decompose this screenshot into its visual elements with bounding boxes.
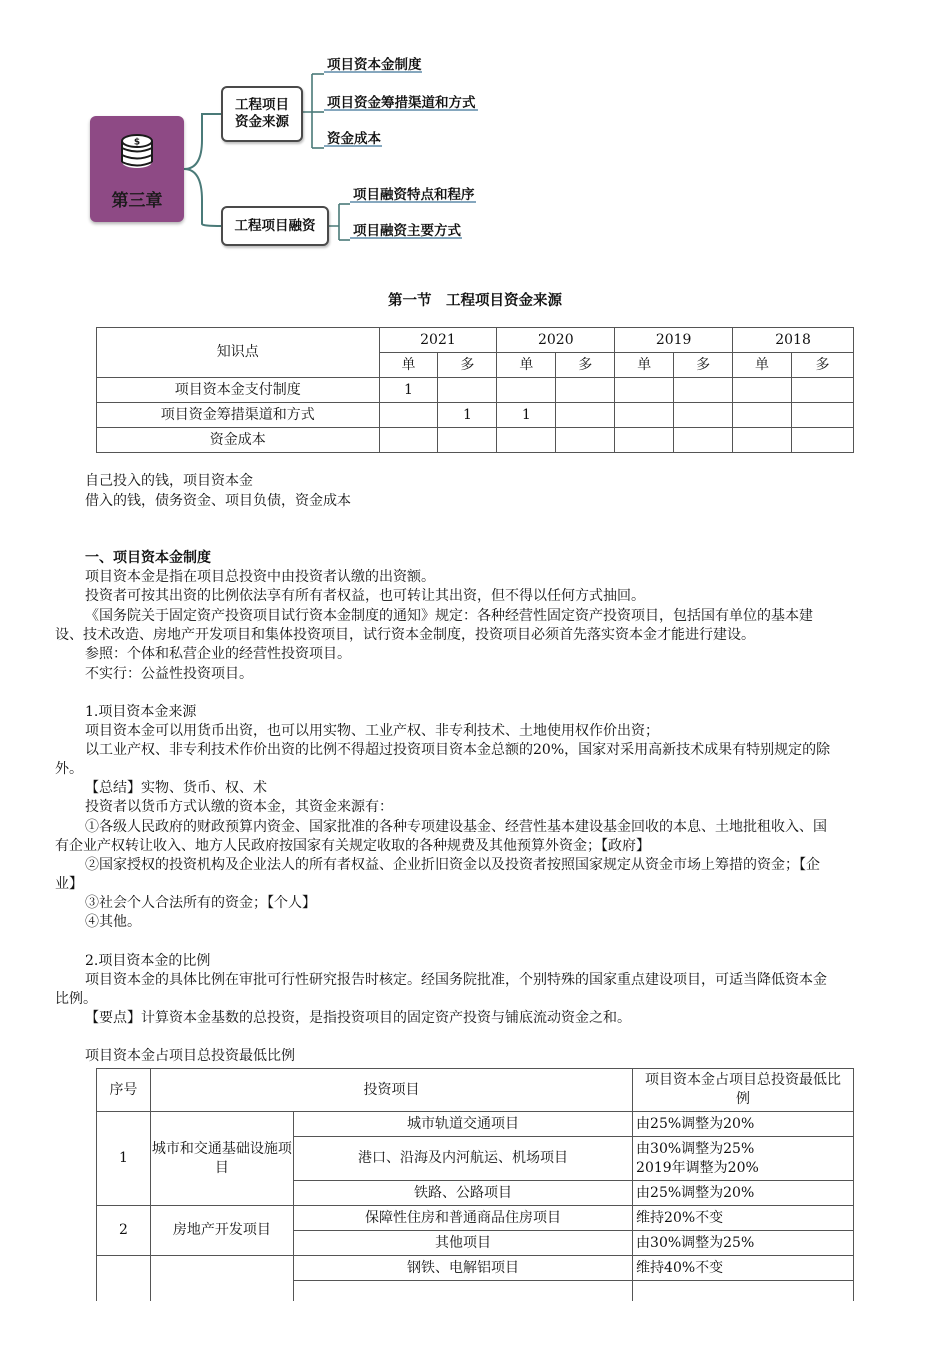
group-number: 2: [97, 1206, 151, 1256]
project-name: 其他项目: [293, 1231, 632, 1256]
subheading-capital-ratio: 2.项目资本金的比例: [85, 953, 211, 969]
ratio-value: 维持20%不变: [633, 1206, 854, 1231]
table-row: [97, 428, 854, 453]
table-row: [97, 1112, 854, 1137]
table-cell: [792, 403, 854, 428]
leaf-funding-channels: 项目资金筹措渠道和方式: [327, 95, 476, 111]
table-cell: [438, 428, 497, 453]
ratio-value: 由30%调整为25%: [633, 1231, 854, 1256]
table-cell: [674, 428, 733, 453]
list-item: ④其他。: [85, 914, 141, 930]
project-name: 铁路、公路项目: [293, 1181, 632, 1206]
year-header: 2020: [497, 328, 615, 353]
list-item-continuation: 有企业产权转让收入、地方人民政府按国家有关规定收取的各种规费及其他预算外资金；【政府】: [55, 838, 650, 854]
subheading-capital-sources: 1.项目资本金来源: [85, 704, 197, 720]
list-item-continuation: 业】: [55, 876, 83, 892]
paragraph-continuation: 设、技术改造、房地产开发项目和集体投资项目，试行资本金制度，投资项目必须首先落实资本金才能进行建设。: [55, 627, 755, 643]
list-item: ①各级人民政府的财政预算内资金、国家批准的各种专项建设基金、经营性基本建设基金回收的本息、土地批租收入、国: [85, 819, 827, 835]
group-category: 城市和交通基础设施项目: [150, 1112, 293, 1206]
table-cell: 1: [438, 403, 497, 428]
leaf-capital-system: 项目资本金制度: [327, 57, 422, 73]
paragraph: 项目资本金的具体比例在审批可行性研究报告时核定。经国务院批准，个别特殊的国家重点建设项目，可适当降低资本金: [85, 972, 827, 988]
row-label: 项目资金筹措渠道和方式: [97, 403, 380, 428]
ratio-line: 由30%调整为25%: [636, 1140, 755, 1157]
project-name: 城市轨道交通项目: [293, 1112, 632, 1137]
capital-ratio-table: [96, 1068, 854, 1301]
table-caption: 项目资本金占项目总投资最低比例: [85, 1048, 295, 1064]
branch-node-project-financing: [221, 206, 329, 246]
table-row: [97, 403, 854, 428]
single-choice-header: 单: [733, 353, 792, 378]
note-line: 自己投入的钱，项目资本金: [85, 473, 253, 489]
paragraph: 以工业产权、非专利技术作价出资的比例不得超过投资项目资本金总额的20%，国家对采用高新技术成果有特别规定的除: [85, 742, 831, 758]
table-cell: [556, 378, 615, 403]
group-category: 房地产开发项目: [150, 1206, 293, 1256]
single-choice-header: 单: [615, 353, 674, 378]
table-row: [97, 1206, 854, 1231]
group-number: 1: [97, 1112, 151, 1206]
table-row: [97, 378, 854, 403]
summary-note: 【总结】实物、货币、权、术: [85, 780, 267, 796]
ratio-value: 由25%调整为20%: [633, 1112, 854, 1137]
key-point-note: 【要点】计算资本金基数的总投资，是指投资项目的固定资产投资与铺底流动资金之和。: [85, 1010, 631, 1026]
paragraph: 项目资本金是指在项目总投资中由投资者认缴的出资额。: [85, 569, 435, 585]
project-name: [293, 1281, 632, 1301]
project-name: 钢铁、电解铝项目: [293, 1256, 632, 1281]
table-cell: [615, 378, 674, 403]
multi-choice-header: 多: [674, 353, 733, 378]
year-header: 2021: [379, 328, 497, 353]
table-cell: [556, 428, 615, 453]
table-cell: [615, 428, 674, 453]
ratio-value: 由25%调整为20%: [633, 1181, 854, 1206]
ratio-value: 维持40%不变: [633, 1256, 854, 1281]
chapter-root-node: [90, 116, 184, 222]
table-cell: 1: [497, 403, 556, 428]
ratio-value: [633, 1137, 854, 1181]
row-label: 项目资本金支付制度: [97, 378, 380, 403]
table-cell: [733, 378, 792, 403]
project-name: 保障性住房和普通商品住房项目: [293, 1206, 632, 1231]
multi-choice-header: 多: [556, 353, 615, 378]
coin-stack-icon: [118, 132, 156, 170]
note-line: 借入的钱，债务资金、项目负债，资金成本: [85, 493, 351, 509]
paragraph: 参照：个体和私营企业的经营性投资项目。: [85, 646, 351, 662]
year-header: 2019: [615, 328, 733, 353]
year-header: 2018: [733, 328, 854, 353]
paragraph: 投资者可按其出资的比例依法享有所有者权益，也可转让其出资，但不得以任何方式抽回。: [85, 588, 645, 604]
table-cell: [379, 428, 438, 453]
svg-text:$: $: [133, 137, 141, 148]
table-cell: 1: [379, 378, 438, 403]
table-cell: [379, 403, 438, 428]
table-cell: [733, 403, 792, 428]
table-cell: [792, 428, 854, 453]
paragraph: 项目资本金可以用货币出资，也可以用实物、工业产权、非专利技术、土地使用权作价出资；: [85, 723, 659, 739]
group-number: [97, 1256, 151, 1301]
project-name: 港口、沿海及内河航运、机场项目: [293, 1137, 632, 1181]
section-title: 第一节 工程项目资金来源: [388, 292, 562, 309]
paragraph: 不实行：公益性投资项目。: [85, 666, 253, 682]
list-item: ③社会个人合法所有的资金；【个人】: [85, 895, 316, 911]
table-cell: [674, 378, 733, 403]
paragraph: 《国务院关于固定资产投资项目试行资本金制度的通知》规定：各种经营性固定资产投资项目，包括国有单位的基本建: [85, 608, 813, 624]
single-choice-header: 单: [379, 353, 438, 378]
group-category: [150, 1256, 293, 1301]
list-item: ②国家授权的投资机构及企业法人的所有者权益、企业折旧资金以及投资者按照国家规定从资金市场上筹措的资金；【企: [85, 857, 820, 873]
paragraph-continuation: 比例。: [55, 991, 97, 1007]
table-row: [97, 1256, 854, 1281]
table-cell: [792, 378, 854, 403]
branch-node-funding-sources: [221, 86, 303, 142]
header-investment-project: 投资项目: [150, 1069, 632, 1112]
leaf-financing-methods: 项目融资主要方式: [353, 223, 461, 239]
multi-choice-header: 多: [792, 353, 854, 378]
row-label: 资金成本: [97, 428, 380, 453]
table-cell: [733, 428, 792, 453]
paragraph-continuation: 外。: [55, 761, 83, 777]
leaf-capital-cost: 资金成本: [327, 131, 381, 147]
header-serial-number: 序号: [97, 1069, 151, 1112]
single-choice-header: 单: [497, 353, 556, 378]
leaf-financing-features: 项目融资特点和程序: [353, 187, 475, 203]
table-cell: [438, 378, 497, 403]
ratio-line: 2019年调整为20%: [636, 1159, 759, 1176]
table-cell: [615, 403, 674, 428]
table-cell: [497, 428, 556, 453]
multi-choice-header: 多: [438, 353, 497, 378]
branch-label: 工程项目资金来源: [235, 97, 289, 130]
chapter-label: 第三章: [111, 191, 163, 211]
paragraph: 投资者以货币方式认缴的资本金，其资金来源有：: [85, 799, 393, 815]
exam-frequency-table: [96, 327, 854, 453]
knowledge-point-header: 知识点: [97, 328, 380, 378]
branch-label: 工程项目融资: [234, 217, 316, 234]
header-minimum-ratio: 项目资本金占项目总投资最低比例: [633, 1069, 854, 1112]
table-cell: [497, 378, 556, 403]
table-cell: [674, 403, 733, 428]
ratio-value: [633, 1281, 854, 1301]
table-cell: [556, 403, 615, 428]
heading-capital-system: 一、项目资本金制度: [85, 550, 211, 566]
